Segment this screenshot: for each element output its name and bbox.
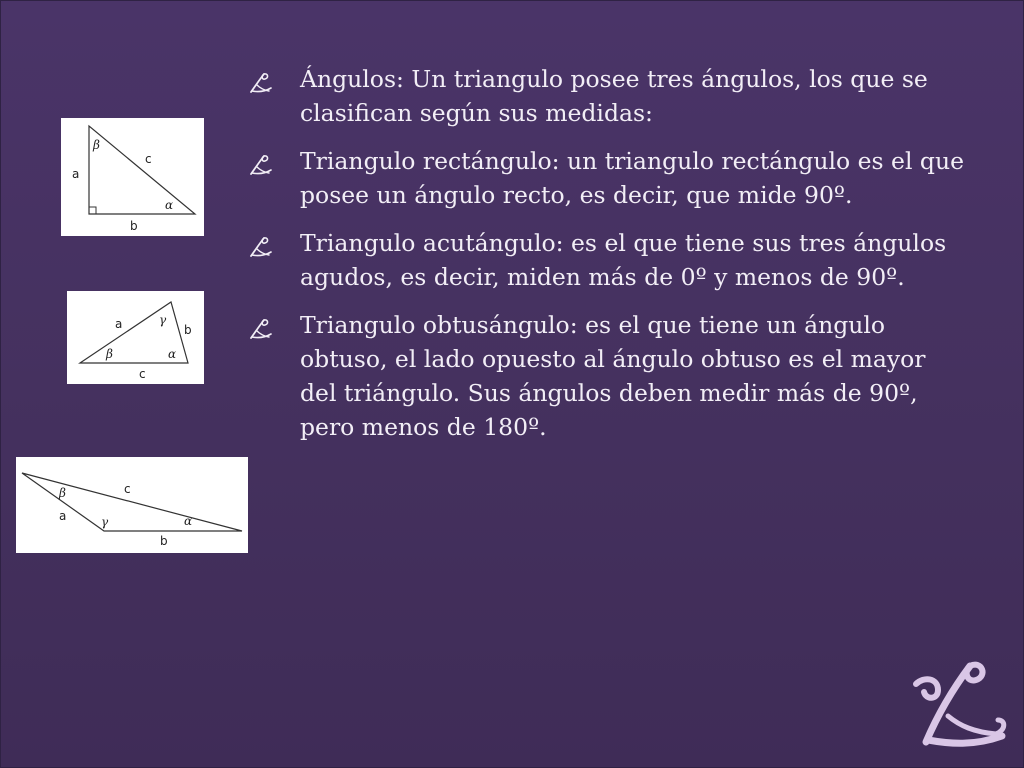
right-angle-marker	[89, 207, 96, 214]
label-side-c: c	[124, 482, 131, 496]
right-triangle-shape	[89, 126, 195, 214]
label-angle-alpha: α	[165, 198, 174, 212]
swirl-ornament-icon	[908, 654, 1012, 754]
label-angle-beta: β	[106, 347, 113, 361]
label-side-c: c	[145, 152, 152, 166]
label-angle-beta: β	[59, 486, 66, 500]
label-side-a: a	[59, 509, 67, 523]
label-angle-gamma: γ	[159, 313, 167, 327]
label-side-a: a	[115, 317, 123, 331]
obtuse-triangle-shape	[22, 473, 242, 531]
label-side-b: b	[184, 323, 192, 337]
label-side-a: a	[72, 167, 80, 181]
swirl-bullet-icon	[248, 234, 274, 258]
label-angle-alpha: α	[168, 347, 177, 361]
bullet-text: Triangulo rectángulo: un triangulo rectángulo es el que posee un ángulo recto, es decir, que mide 90º.	[300, 147, 965, 209]
bullet-text: Triangulo obtusángulo: es el que tiene un ángulo obtuso, el lado opuesto al ángulo obtuso es el mayor del triángulo. Sus ángulos deben medir más de 90º, pero menos de 180º.	[300, 311, 926, 441]
bullet-item-rectangulo	[248, 144, 968, 212]
swirl-bullet-icon	[248, 152, 274, 176]
bullet-list	[248, 62, 968, 458]
acute-triangle-figure	[67, 291, 204, 384]
label-angle-beta: β	[93, 138, 100, 152]
label-side-b: b	[130, 219, 138, 233]
label-angle-alpha: α	[184, 514, 193, 528]
bullet-text: Triangulo acutángulo: es el que tiene sus tres ángulos agudos, es decir, miden más de 0º y menos de 90º.	[300, 229, 947, 291]
label-angle-gamma: γ	[101, 515, 109, 529]
bullet-text: Ángulos: Un triangulo posee tres ángulos, los que se clasifican según sus medidas:	[300, 65, 928, 127]
label-side-b: b	[160, 534, 168, 548]
swirl-bullet-icon	[248, 70, 274, 94]
label-side-c: c	[139, 367, 146, 381]
swirl-bullet-icon	[248, 316, 274, 340]
bullet-item-acutangulo	[248, 226, 968, 294]
right-triangle-figure	[61, 118, 204, 236]
bullet-item-angulos	[248, 62, 968, 130]
bullet-item-obtusangulo	[248, 308, 968, 444]
obtuse-triangle-figure	[16, 457, 248, 553]
